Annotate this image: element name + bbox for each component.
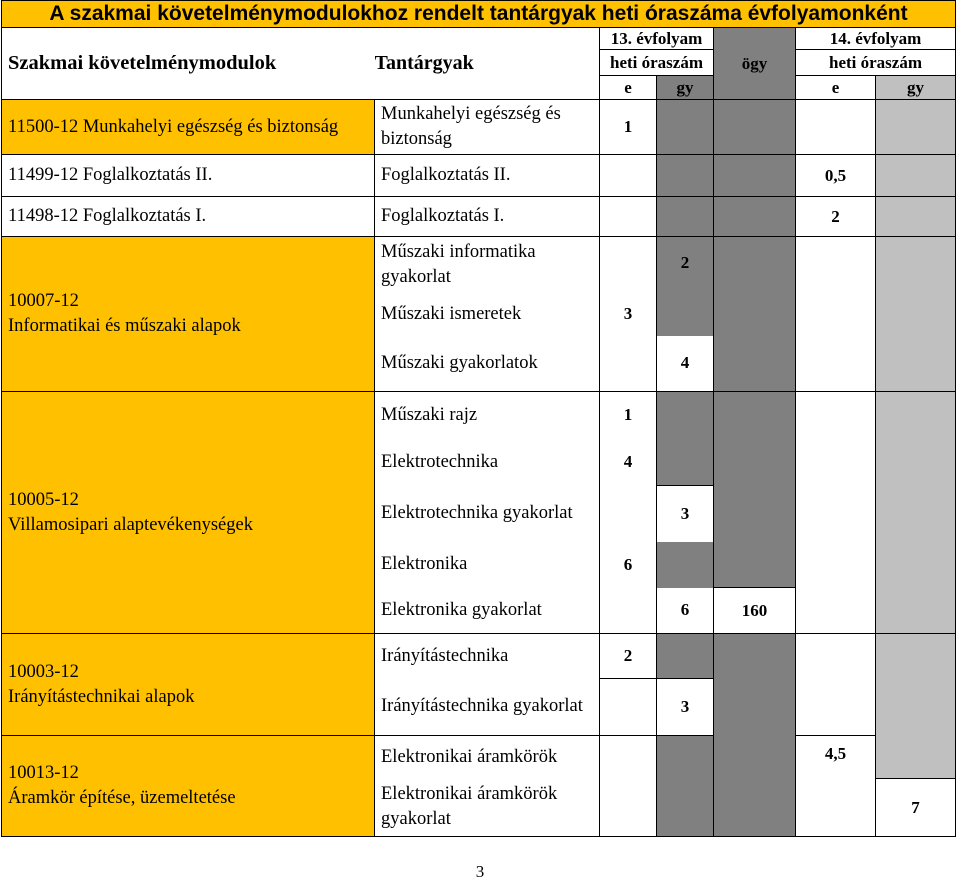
cell-e13	[600, 736, 657, 779]
subject-iranyitastechnika-gyakorlat: Irányítástechnika gyakorlat	[375, 679, 600, 736]
subject-elektronika-gyakorlat: Elektronika gyakorlat	[375, 588, 600, 634]
value-e14: 0,5	[796, 155, 876, 197]
cell-gy14	[876, 155, 956, 197]
module-10005	[2, 392, 375, 634]
gy14-label: gy	[876, 76, 956, 100]
cell-gy14	[876, 392, 956, 634]
module-code: 10007-12	[8, 291, 79, 311]
cell-gy14	[876, 197, 956, 237]
value-e13: 1	[600, 392, 657, 439]
module-code: 10005-12	[8, 489, 79, 510]
cell-ogy	[714, 237, 796, 392]
cell-e13	[600, 588, 657, 634]
cell-gy13	[657, 197, 714, 237]
year14-hours-label: heti óraszám	[796, 50, 956, 76]
cell-ogy	[714, 197, 796, 237]
cell-ogy	[714, 634, 796, 837]
cell-e14	[796, 237, 876, 392]
module-10007	[2, 237, 375, 392]
subjects-header: Tantárgyak	[375, 28, 600, 100]
modules-header: Szakmai követelménymodulok	[2, 28, 375, 100]
cell-e13	[600, 237, 657, 293]
module-name: Irányítástechnikai alapok	[8, 686, 195, 707]
value-gy13: 6	[657, 588, 714, 634]
module-code: 10003-12	[8, 661, 79, 682]
subject-elektronikai-aramkorok: Elektronikai áramkörök	[375, 736, 600, 779]
year14-header: 14. évfolyam	[796, 28, 956, 50]
value-gy14: 7	[876, 779, 956, 837]
table-title: A szakmai követelménymodulokhoz rendelt tantárgyak heti óraszáma évfolyamonként	[2, 1, 956, 28]
subject-elektronika: Elektronika	[375, 542, 600, 588]
ogy-header: ögy	[714, 28, 796, 100]
year13-hours-label: heti óraszám	[600, 50, 714, 76]
value-e13: 4	[600, 439, 657, 486]
cell-gy13	[657, 634, 714, 679]
gy13-label: gy	[657, 76, 714, 100]
cell-gy13	[657, 100, 714, 155]
module-10013	[2, 736, 375, 837]
value-gy13: 3	[657, 679, 714, 736]
cell-e13	[600, 679, 657, 736]
cell-gy14	[876, 237, 956, 392]
subject-elektrotechnika-gyakorlat: Elektrotechnika gyakorlat	[375, 486, 600, 542]
value-e13: 1	[600, 100, 657, 155]
module-11500: 11500-12 Munkahelyi egészség és biztonság	[2, 100, 375, 155]
cell-gy13	[657, 542, 714, 588]
value-e13: 6	[600, 542, 657, 588]
cell-ogy	[714, 100, 796, 155]
subject-munkahelyi: Munkahelyi egészség és biztonság	[375, 100, 600, 155]
year13-header: 13. évfolyam	[600, 28, 714, 50]
cell-e14	[796, 100, 876, 155]
subject-foglalkoztatas-2: Foglalkoztatás II.	[375, 155, 600, 197]
module-name: Informatikai és műszaki alapok	[8, 316, 241, 336]
cell-e13	[600, 197, 657, 237]
subject-iranyitastechnika: Irányítástechnika	[375, 634, 600, 679]
module-10003	[2, 634, 375, 736]
cell-gy14	[876, 634, 956, 779]
cell-ogy	[714, 392, 796, 634]
subject-muszaki-informatika: Műszaki informatika gyakorlat	[375, 237, 600, 293]
module-11499: 11499-12 Foglalkoztatás II.	[2, 155, 375, 197]
value-gy13: 3	[657, 486, 714, 542]
page-number: 3	[475, 862, 485, 881]
cell-gy13	[657, 155, 714, 197]
module-name: Villamosipari alaptevékenységek	[8, 514, 253, 535]
subject-muszaki-gyakorlatok: Műszaki gyakorlatok	[375, 336, 600, 392]
subject-muszaki-ismeretek: Műszaki ismeretek	[375, 293, 600, 336]
subject-muszaki-rajz: Műszaki rajz	[375, 392, 600, 439]
cell-e13	[600, 486, 657, 542]
e13-label: e	[600, 76, 657, 100]
module-name: Áramkör építése, üzemeltetése	[8, 788, 236, 808]
cell-e13	[600, 336, 657, 392]
e14-label: e	[796, 76, 876, 100]
cell-e14	[796, 392, 876, 634]
cell-gy13	[657, 392, 714, 486]
cell-e14	[796, 634, 876, 736]
value-gy13: 4	[657, 336, 714, 392]
cell-gy13	[657, 736, 714, 837]
value-e13: 3	[600, 293, 657, 336]
module-11498: 11498-12 Foglalkoztatás I.	[2, 197, 375, 237]
cell-e13	[600, 779, 657, 837]
value-e13: 2	[600, 634, 657, 679]
cell-e13	[600, 155, 657, 197]
hours-table	[1, 0, 956, 837]
cell-gy14	[876, 100, 956, 155]
subject-foglalkoztatas-1: Foglalkoztatás I.	[375, 197, 600, 237]
cell-ogy	[714, 155, 796, 197]
cell-e14	[796, 779, 876, 837]
subject-elektronikai-aramkorok-gyakorlat: Elektronikai áramkörök gyakorlat	[375, 779, 600, 837]
value-gy13: 2	[657, 237, 714, 336]
value-e14: 4,5	[796, 736, 876, 779]
value-ogy: 160	[714, 587, 795, 633]
module-code: 10013-12	[8, 763, 79, 783]
value-e14: 2	[796, 197, 876, 237]
subject-elektrotechnika: Elektrotechnika	[375, 439, 600, 486]
